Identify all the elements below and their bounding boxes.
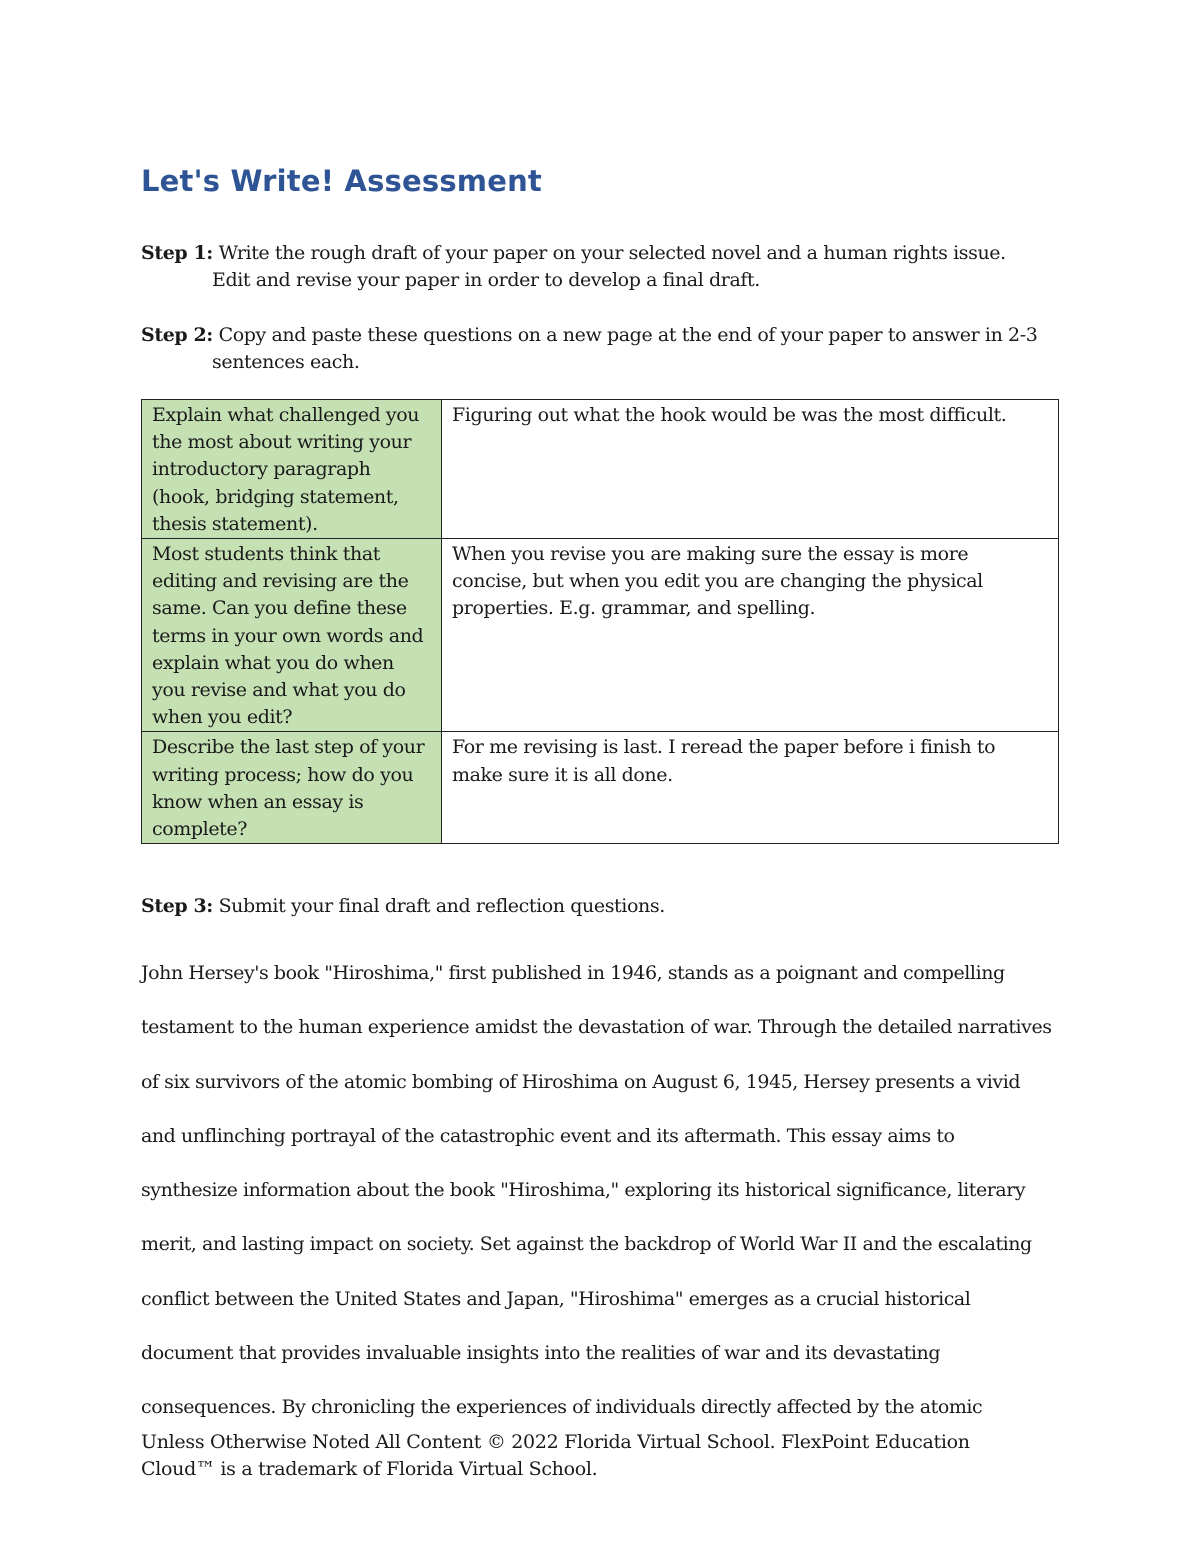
table-row <box>142 539 1059 732</box>
essay-body <box>141 946 1061 1435</box>
essay-line: John Hersey's book "Hiroshima," first published in 1946, stands as a poignant and compelling <box>141 962 1005 984</box>
step-1 <box>141 240 1061 294</box>
essay-line: and unflinching portrayal of the catastrophic event and its aftermath. This essay aims to <box>141 1124 955 1147</box>
step-3-label: Step 3: <box>141 895 213 917</box>
copyright-footer: Unless Otherwise Noted All Content © 2022 Florida Virtual School. FlexPoint Education Cloud™ is a trademark of Florida Virtual School. <box>141 1431 970 1480</box>
essay-line: document that provides invaluable insights into the realities of war and its devastating <box>141 1342 941 1365</box>
step-1-text-line-2: Edit and revise your paper in order to develop a final draft. <box>212 269 760 291</box>
essay-line: merit, and lasting impact on society. Set against the backdrop of World War II and the escalating <box>141 1233 1032 1256</box>
step-2-text-line-1: Copy and paste these questions on a new page at the end of your paper to answer in 2-3 <box>218 324 1038 346</box>
table-row <box>142 732 1059 844</box>
answer-cell[interactable]: For me revising is last. I reread the paper before i finish to make sure it is all done. <box>442 732 1059 844</box>
essay-line: conflict between the United States and Japan, "Hiroshima" emerges as a crucial historical <box>141 1287 971 1310</box>
step-2 <box>141 322 1061 376</box>
step-3 <box>141 893 1061 920</box>
question-cell: Most students think that editing and revising are the same. Can you define these terms in your own words and explain what you do when you revise and what you do when you edit? <box>142 539 442 732</box>
question-cell: Explain what challenged you the most about writing your introductory paragraph (hook, bridging statement, thesis statement). <box>142 400 442 539</box>
step-2-text-line-2: sentences each. <box>212 351 360 373</box>
answer-cell[interactable]: Figuring out what the hook would be was the most difficult. <box>442 400 1059 539</box>
essay-line: consequences. By chronicling the experiences of individuals directly affected by the atomic <box>141 1396 983 1419</box>
table-row <box>142 400 1059 539</box>
essay-line: testament to the human experience amidst the devastation of war. Through the detailed narratives <box>141 1016 1052 1039</box>
step-2-label: Step 2: <box>141 324 213 346</box>
question-cell: Describe the last step of your writing process; how do you know when an essay is complete? <box>142 732 442 844</box>
step-1-label: Step 1: <box>141 242 213 264</box>
step-1-text-line-1: Write the rough draft of your paper on your selected novel and a human rights issue. <box>218 242 1006 264</box>
reflection-questions-table <box>141 399 1059 844</box>
essay-line: synthesize information about the book "Hiroshima," exploring its historical significance, literary <box>141 1179 1026 1202</box>
answer-cell[interactable]: When you revise you are making sure the essay is more concise, but when you edit you are changing the physical properties. E.g. grammar, and spelling. <box>442 539 1059 732</box>
step-3-text: Submit your final draft and reflection questions. <box>218 895 665 917</box>
essay-line: of six survivors of the atomic bombing of Hiroshima on August 6, 1945, Hersey presents a vivid <box>141 1070 1021 1093</box>
page-title: Let's Write! Assessment <box>141 164 542 198</box>
